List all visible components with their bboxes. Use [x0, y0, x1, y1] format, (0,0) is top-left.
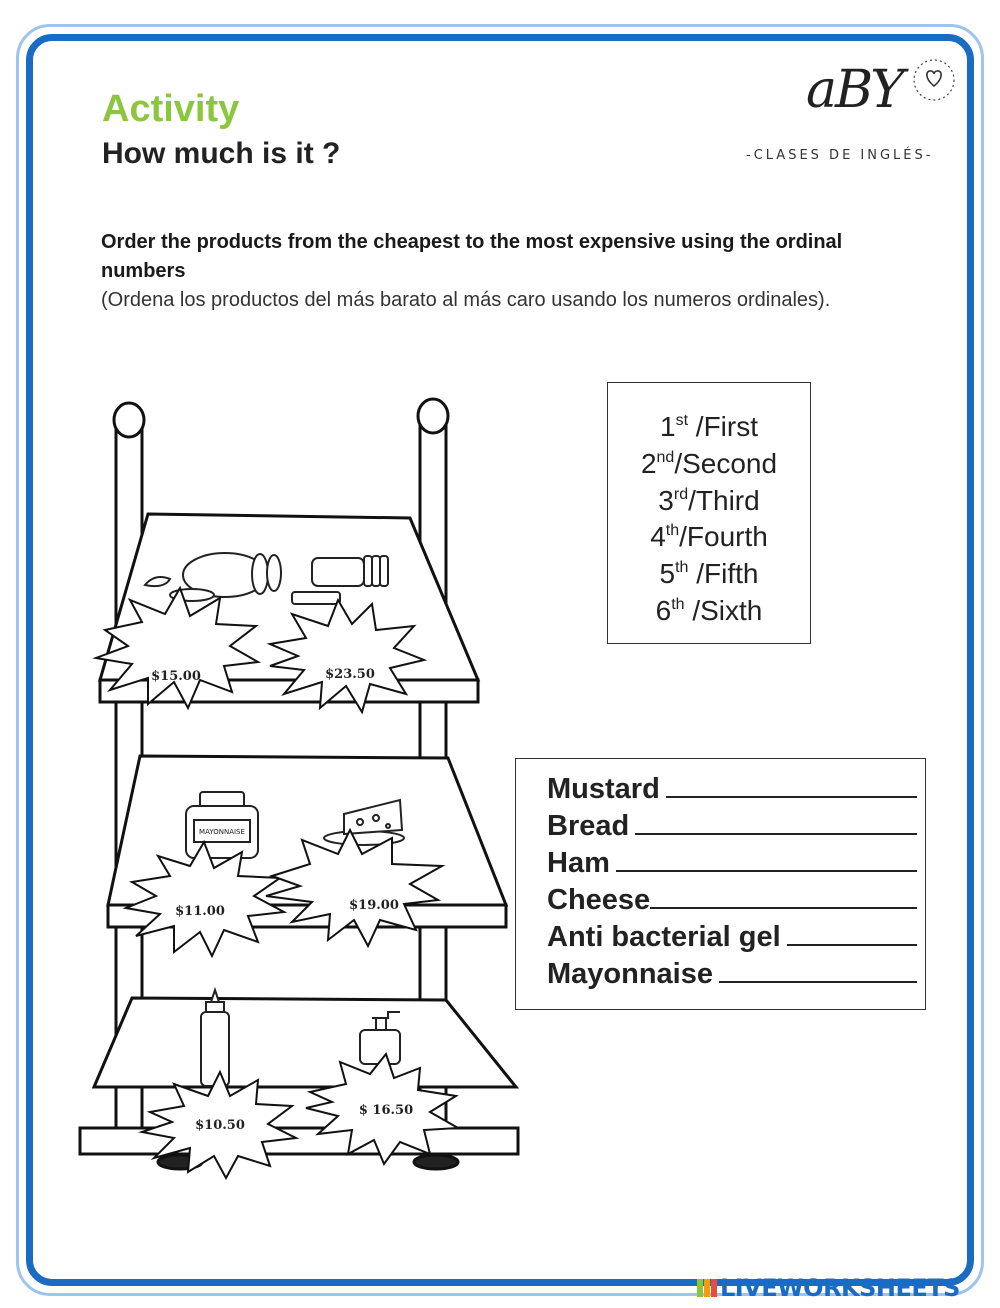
products-answer-box [515, 758, 926, 1010]
product-label: Anti bacterial gel [547, 921, 781, 953]
ordinal-item: 3rd/Third [658, 484, 760, 516]
product-label: Ham [547, 847, 610, 879]
product-label: Mustard [547, 773, 660, 805]
answer-blank[interactable] [635, 811, 917, 835]
ordinal-item: 4th/Fourth [650, 521, 768, 553]
product-row-bread [547, 808, 917, 845]
answer-blank[interactable] [719, 959, 917, 983]
logo-tagline: -CLASES DE INGLÉS- [746, 148, 934, 163]
activity-title: Activity [102, 88, 240, 130]
product-row-mayonnaise [547, 956, 917, 993]
answer-blank[interactable] [787, 922, 917, 946]
ordinal-item: 6th /Sixth [655, 594, 763, 626]
price-tag-gel: $ 16.50 [358, 1103, 414, 1118]
product-row-cheese [547, 882, 917, 919]
bottom-shelf [94, 998, 516, 1087]
price-tag-ham: $15.00 [151, 669, 201, 684]
price-tag-cheese: $19.00 [349, 898, 399, 913]
product-label: Mayonnaise [547, 958, 713, 990]
price-tag-mustard: $10.50 [195, 1118, 245, 1133]
ordinals-box [607, 382, 811, 644]
heart-icon [904, 56, 964, 108]
logo-script: aBY [806, 60, 903, 120]
instructions-spanish: (Ordena los productos del más barato al más caro usando los numeros ordinales). [101, 289, 831, 311]
jar-label: MAYONNAISE [199, 828, 245, 836]
liveworksheets-logo-icon [697, 1277, 717, 1299]
answer-blank[interactable] [616, 848, 917, 872]
ordinal-item: 2nd/Second [640, 447, 778, 479]
mustard-bottle-icon [201, 990, 229, 1086]
product-row-ham [547, 845, 917, 882]
price-tag-bread: $23.50 [325, 667, 375, 682]
activity-subtitle: How much is it ? [102, 137, 341, 170]
product-label: Cheese [547, 884, 651, 916]
liveworksheets-watermark [697, 1274, 960, 1302]
instructions-english: Order the products from the cheapest to the most expensive using the ordinal numbers [101, 231, 843, 282]
ordinal-item: 5th /Fifth [659, 558, 759, 590]
answer-blank[interactable] [650, 885, 917, 909]
product-row-mustard [547, 771, 917, 808]
ordinal-item: 1st /First [659, 411, 759, 442]
store-shelf-illustration [70, 390, 530, 1180]
shelf-drawing [70, 390, 530, 1180]
answer-blank[interactable] [666, 774, 917, 798]
product-label: Bread [547, 810, 630, 842]
watermark-text: LIVEWORKSHEETS [720, 1274, 960, 1302]
aby-logo [744, 56, 968, 176]
product-row-gel [547, 919, 917, 956]
price-tag-mayonnaise: $11.00 [175, 904, 225, 919]
